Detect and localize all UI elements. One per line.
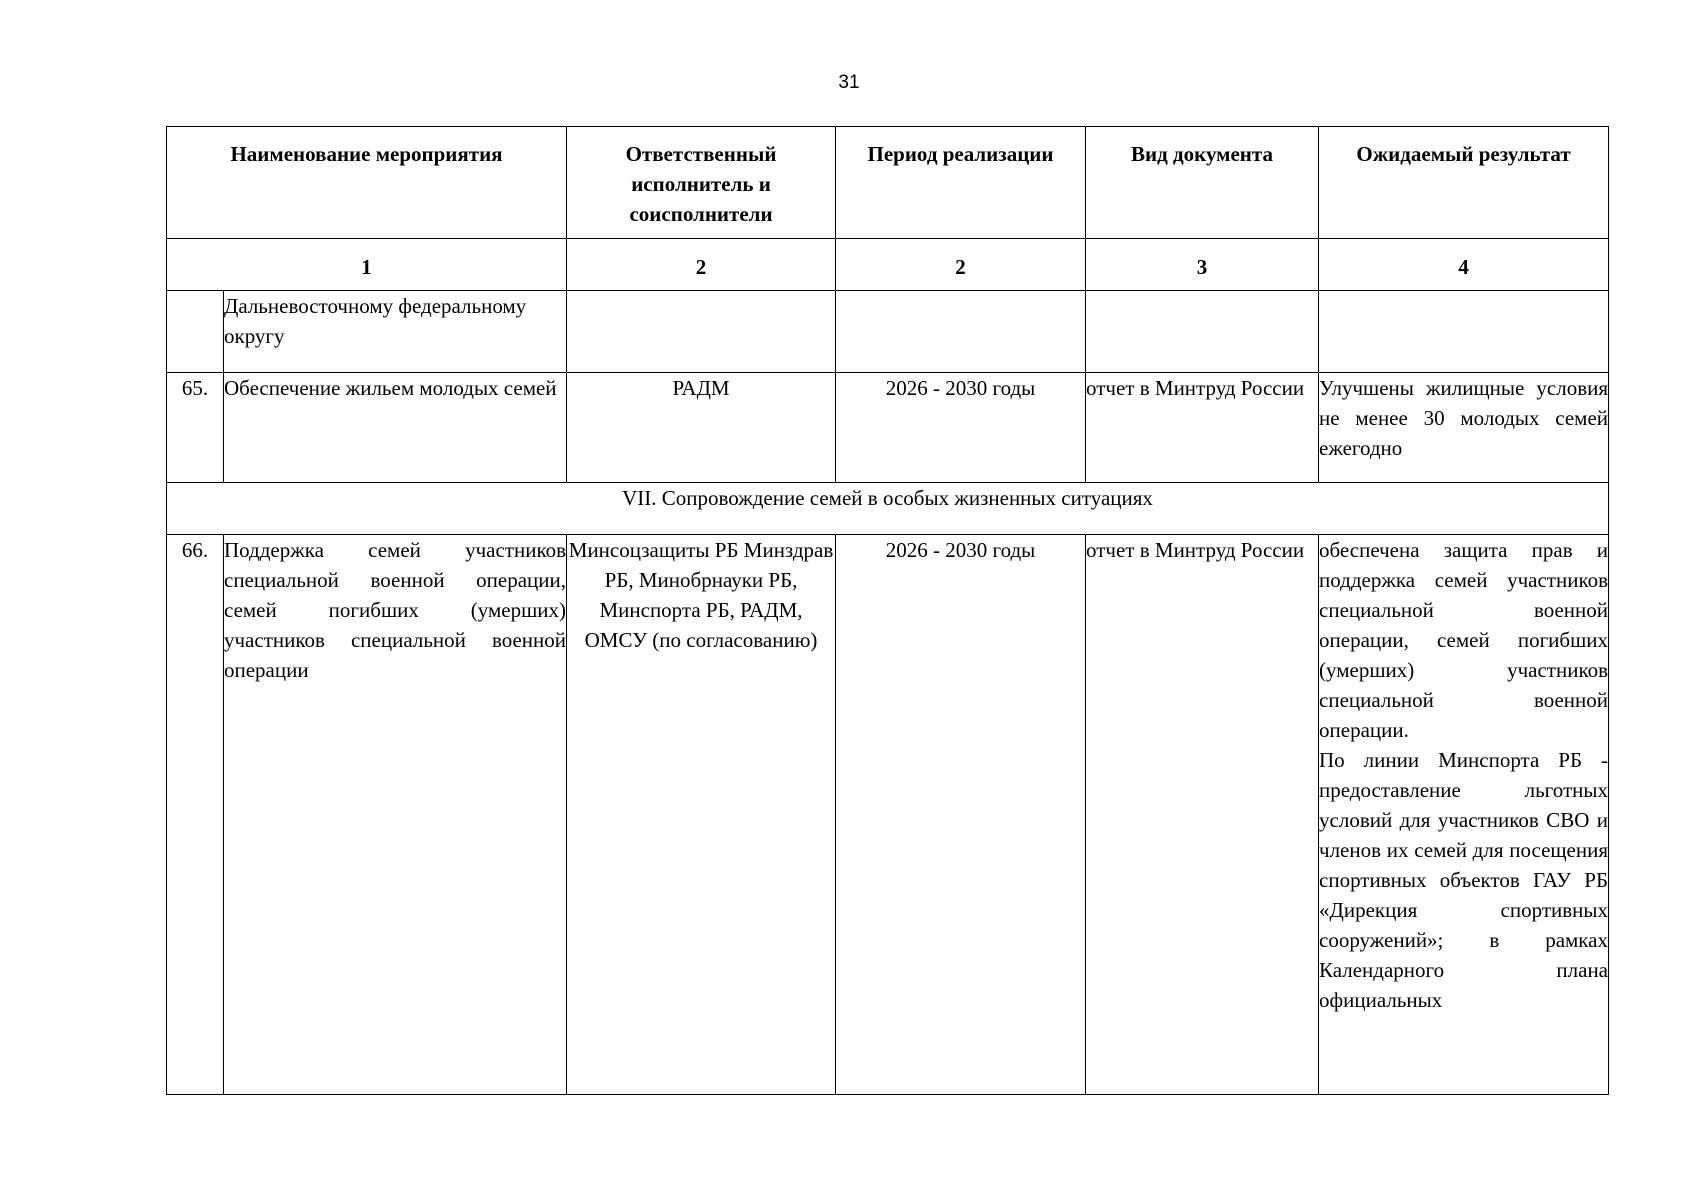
column-number-row bbox=[167, 239, 1609, 291]
column-number: 3 bbox=[1086, 239, 1319, 291]
table-row bbox=[167, 291, 1609, 373]
header-period: Период реализации bbox=[836, 127, 1086, 239]
table-row bbox=[167, 535, 1609, 1095]
header-name: Наименование мероприятия bbox=[167, 127, 567, 239]
measure-name: Поддержка семей участников специальной военной операции, семей погибших (умерших) участников специальной военной операции bbox=[224, 535, 567, 1095]
row-number bbox=[167, 291, 224, 373]
period-cell: 2026 - 2030 годы bbox=[836, 535, 1086, 1095]
responsible-cell: РАДМ bbox=[567, 373, 836, 483]
doc-type-cell: отчет в Минтруд России bbox=[1086, 535, 1319, 1095]
column-number: 2 bbox=[567, 239, 836, 291]
column-number: 4 bbox=[1319, 239, 1609, 291]
measure-name: Обеспечение жильем молодых семей bbox=[224, 373, 567, 483]
table-row bbox=[167, 373, 1609, 483]
responsible-cell: Минсоцзащиты РБ Минздрав РБ, Минобрнауки РБ, Минспорта РБ, РАДМ, ОМСУ (по согласованию) bbox=[567, 535, 836, 1095]
header-doc-type: Вид документа bbox=[1086, 127, 1319, 239]
result-cell bbox=[1319, 291, 1609, 373]
doc-type-cell: отчет в Минтруд России bbox=[1086, 373, 1319, 483]
header-responsible: Ответственный исполнитель и соисполнители bbox=[567, 127, 836, 239]
period-cell bbox=[836, 291, 1086, 373]
section-row bbox=[167, 483, 1609, 535]
action-plan-table bbox=[166, 126, 1609, 1095]
doc-type-cell bbox=[1086, 291, 1319, 373]
page-number: 31 bbox=[838, 72, 860, 93]
result-cell: Улучшены жилищные условия не менее 30 молодых семей ежегодно bbox=[1319, 373, 1609, 483]
row-number: 66. bbox=[167, 535, 224, 1095]
result-paragraph: обеспечена защита прав и поддержка семей участников специальной военной операции, семей погибших (умерших) участников специальной военной операции. bbox=[1319, 538, 1609, 742]
column-number: 1 bbox=[167, 239, 567, 291]
section-title: VII. Сопровождение семей в особых жизненных ситуациях bbox=[167, 483, 1609, 535]
period-cell: 2026 - 2030 годы bbox=[836, 373, 1086, 483]
measure-name: Дальневосточному федеральному округу bbox=[224, 291, 567, 373]
result-cell bbox=[1319, 535, 1609, 1095]
result-paragraph: По линии Минспорта РБ - предоставление льготных условий для участников СВО и членов их семей для посещения спортивных объектов ГАУ РБ «Дирекция спортивных сооружений»; в рамках Календарного плана официальных bbox=[1319, 748, 1609, 1012]
header-result: Ожидаемый результат bbox=[1319, 127, 1609, 239]
table-header-row bbox=[167, 127, 1609, 239]
row-number: 65. bbox=[167, 373, 224, 483]
responsible-cell bbox=[567, 291, 836, 373]
column-number: 2 bbox=[836, 239, 1086, 291]
